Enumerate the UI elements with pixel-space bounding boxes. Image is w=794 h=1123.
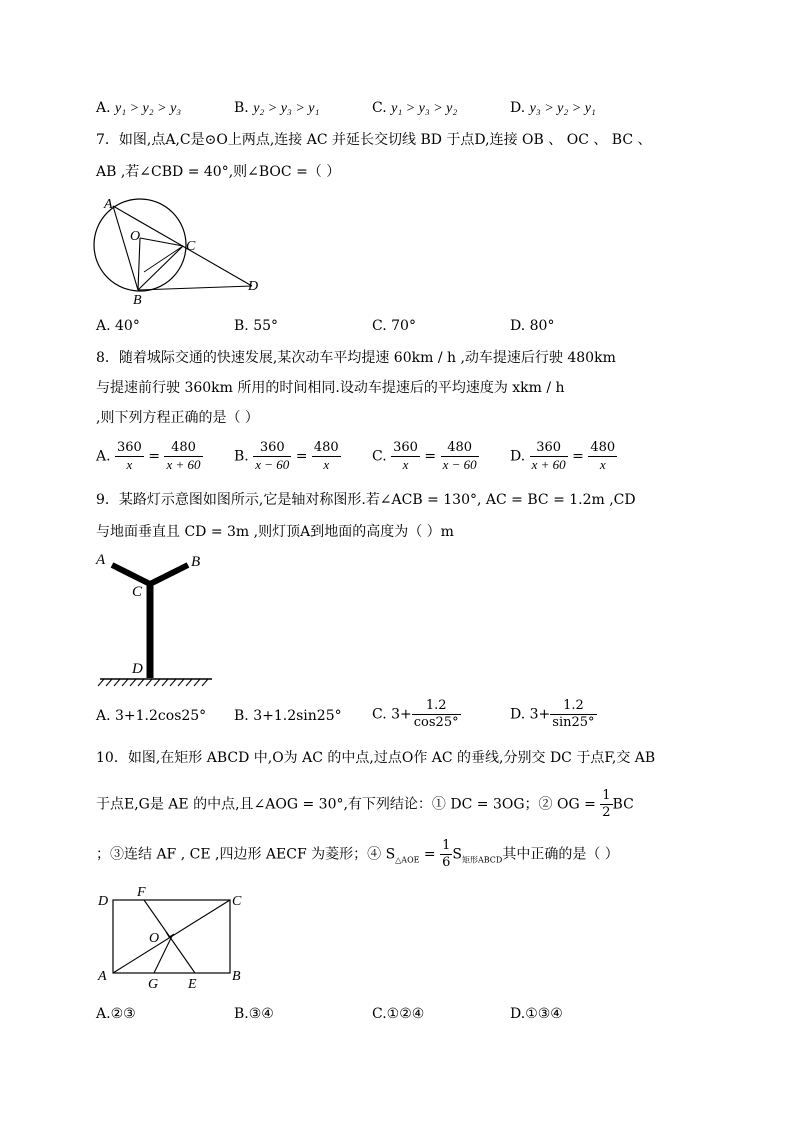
q10-label-b: B [232,969,241,984]
q7-label-c: C [186,239,196,254]
q10-label-g: G [148,977,159,992]
q9-option-a: A. 3+1.2cos25° [96,708,207,724]
q10-label-f: F [137,885,146,900]
q7-label-a: A [104,197,113,212]
q10-label-a: A [98,969,107,984]
q10-option-b: B.③④ [234,1006,274,1022]
q7-option-b: B. 55° [234,318,279,334]
q10-option-a: A.②③ [96,1006,136,1022]
q7-option-d: D. 80° [510,318,555,334]
q10-option-c: C.①②④ [372,1006,425,1022]
q10-label-e: E [188,977,197,992]
q9-option-b: B. 3+1.2sin25° [234,708,342,724]
q8-option-c: C. $\frac{360}{x}$ = $\frac{480}{x - 60}$ [372,440,477,472]
q9-option-c: C. 3+ $\frac{1.2}{\cos 25^\circ}$ [372,698,459,730]
q10-rectangle-figure [92,880,252,992]
q6-option-b: B. y₂ > y₃ > y₁ [234,100,320,116]
q8-stem-line3: ,则下列方程正确的是（ ） [96,410,259,426]
q7-stem-line1: 7．如图,点A,C是⊙O上两点,连接 AC 并延长交切线 BD 于点D,连接 OB 、 OC 、 BC 、 [96,132,652,148]
q8-option-a: A. $\frac{360}{x}$ = $\frac{480}{x + 60}$ [96,440,201,472]
q8-option-b: B. $\frac{360}{x - 60}$ = $\frac{480}{x}$ [234,440,339,472]
q7-label-o: O [130,229,141,244]
q10-stem-line1: 10．如图,在矩形 ABCD 中,O为 AC 的中点,过点O作 AC 的垂线,分别交 DC 于点F,交 AB [96,750,656,766]
q9-option-d: D. 3+ $\frac{1.2}{\sin 25^\circ}$ [510,698,595,730]
q7-stem-line2: AB ,若∠CBD = 40°,则∠BOC =（ ） [96,164,341,180]
q8-option-d: D. $\frac{360}{x + 60}$ = $\frac{480}{x}$ [510,440,616,472]
q7-option-a: A. 40° [96,318,140,334]
q9-streetlamp-figure [92,548,222,688]
q7-label-d: D [248,279,259,294]
q7-label-b: B [133,293,142,308]
q9-stem-line1: 9．某路灯示意图如图所示,它是轴对称图形.若∠ACB = 130°, AC = BC = 1.2m ,CD [96,492,636,508]
q9-stem-line2: 与地面垂直且 CD = 3m ,则灯顶A到地面的高度为（ ）m [96,524,454,540]
q8-stem-line2: 与提速前行驶 360km 所用的时间相同.设动车提速后的平均速度为 xkm / h [96,380,565,396]
q9-label-c: C [132,584,143,600]
q7-circle-figure [92,190,272,310]
q10-label-d: D [98,894,109,909]
q9-label-d: D [132,661,143,677]
q6-option-d: D. y₃ > y₂ > y₁ [510,100,596,116]
q9-label-b: B [191,554,201,570]
q10-stem-line3: ；③连结 AF , CE ,四边形 AECF 为菱形；④ $S_{\triangle AOE}$ = $\frac{1}{6}$ $S_{矩形ABCD}$其中正确的是（ ） [96,838,619,870]
q6-option-c: C. y₁ > y₃ > y₂ [372,100,458,116]
q8-stem-line1: 8．随着城际交通的快速发展,某次动车平均提速 60km / h ,动车提速后行驶 480km [96,350,616,366]
q10-label-o: O [149,931,160,946]
q10-label-c: C [232,894,242,909]
q10-option-d: D.①③④ [510,1006,563,1022]
q6-option-a: A. y₁ > y₂ > y₃ [96,100,182,116]
q9-label-a: A [96,552,106,568]
q10-stem-line2: 于点E,G是 AE 的中点,且∠AOG = 30°,有下列结论：① DC = 3OG；② OG = $\frac{1}{2}$ BC [96,788,634,820]
q7-option-c: C. 70° [372,318,416,334]
